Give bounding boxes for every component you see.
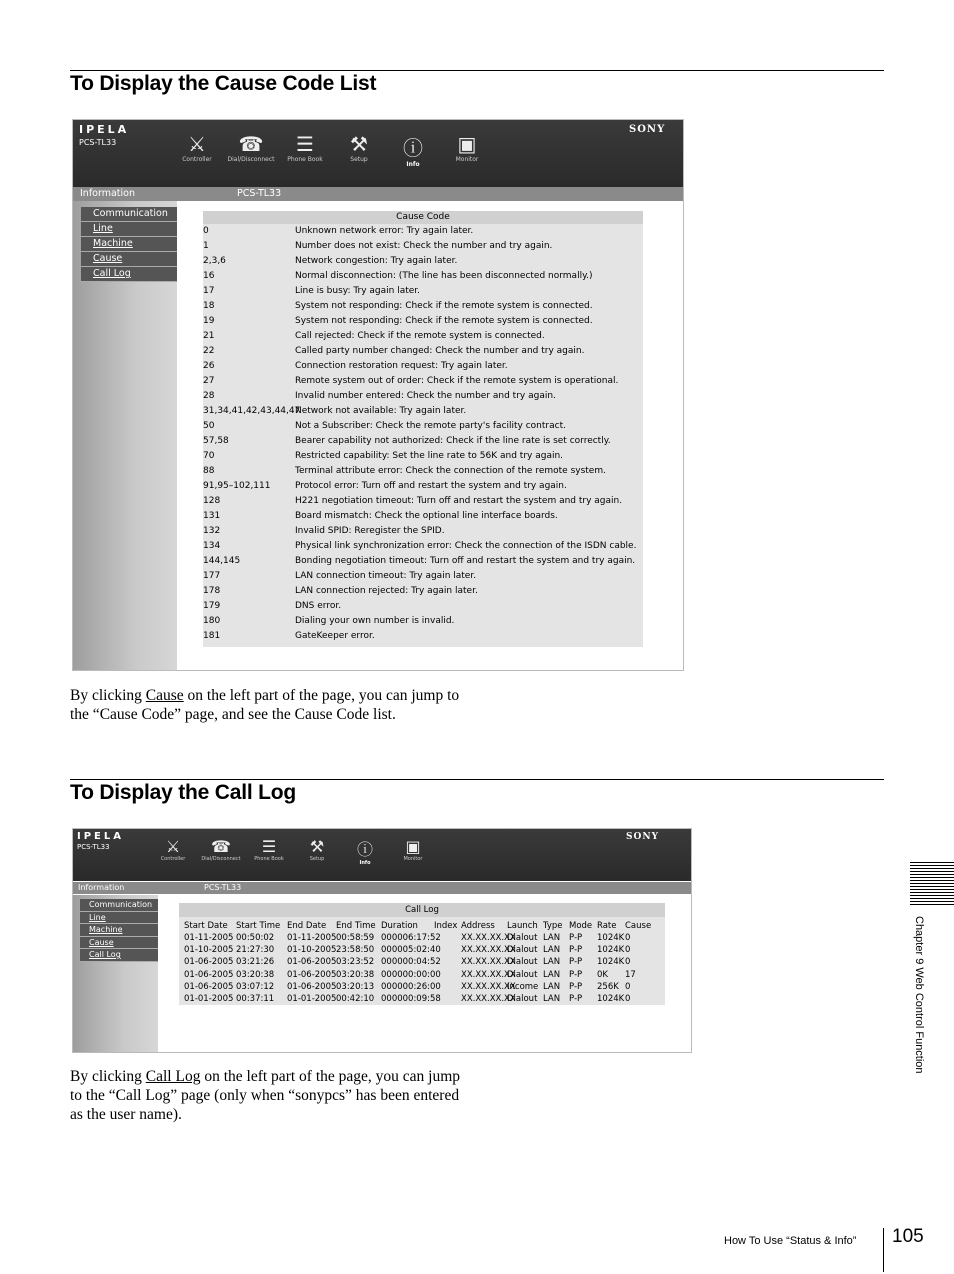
cause-code-row <box>203 614 643 629</box>
call-log-cell: P-P <box>569 969 583 980</box>
cause-code-description: Connection restoration request: Try again later. <box>295 361 508 371</box>
cause-code-description: Physical link synchronization error: Check the connection of the ISDN cable. <box>295 541 637 551</box>
phonebook-icon: ☰ <box>296 132 314 156</box>
section-title-cause-code: To Display the Cause Code List <box>70 72 377 95</box>
call-log-row <box>179 970 665 982</box>
cause-code-description: Normal disconnection: (The line has been disconnected normally.) <box>295 271 593 281</box>
call-log-header: Cause <box>625 921 652 931</box>
call-log-header: Start Date <box>184 921 228 931</box>
cause-code-value: 17 <box>203 286 215 296</box>
call-log-row <box>179 945 665 957</box>
call-log-cell: 00:58:59 <box>336 933 375 943</box>
cause-code-description: Bonding negotiation timeout: Turn off and restart the system and try again. <box>295 556 636 566</box>
cause-code-row <box>203 239 643 254</box>
call-log-cell: XX.XX.XX.XX <box>461 957 516 968</box>
cause-code-description: Number does not exist: Check the number and try again. <box>295 241 553 251</box>
info-bar <box>73 882 691 894</box>
call-log-cell: P-P <box>569 945 583 956</box>
cause-code-row <box>203 419 643 434</box>
cause-code-row <box>203 284 643 299</box>
cause-code-description: Dialing your own number is invalid. <box>295 616 455 626</box>
page-number: 105 <box>892 1226 924 1247</box>
call-log-cell: Dialout <box>507 969 538 980</box>
nav-label: Controller <box>182 156 212 163</box>
phonebook-icon: ☰ <box>261 837 277 856</box>
call-log-cell: 17 <box>625 969 636 980</box>
sidebar-link-machine[interactable]: Machine <box>80 924 158 937</box>
sidebar-link-cause[interactable]: Cause <box>80 937 158 950</box>
model-name: PCS-TL33 <box>79 138 117 147</box>
call-log-cell: 01-10-2005 <box>184 945 234 956</box>
cause-code-value: 88 <box>203 466 215 476</box>
setup-icon: ⚒ <box>350 132 368 156</box>
ipela-logo: IPELA <box>79 123 130 136</box>
call-log-cell: 01-06-2005 <box>287 957 337 968</box>
call-log-paragraph <box>70 1067 470 1124</box>
call-log-header: Index <box>434 921 458 931</box>
call-log-cell: 000005:02:40 <box>381 945 441 956</box>
call-log-screenshot <box>72 828 692 1053</box>
call-log-cell: 000000:00:00 <box>381 969 441 980</box>
nav-controller[interactable] <box>170 132 224 163</box>
cause-paragraph <box>70 686 470 724</box>
info-model: PCS-TL33 <box>237 188 282 199</box>
sidebar-link-communication[interactable]: Communication <box>80 899 158 912</box>
call-log-cell: 0K <box>597 969 608 980</box>
nav-label: Phone Book <box>287 156 323 163</box>
sidebar-link-call-log[interactable]: Call Log <box>80 949 158 962</box>
cause-code-description: Unknown network error: Try again later. <box>295 226 474 236</box>
call-log-cell: 0 <box>625 945 631 956</box>
cause-code-value: 181 <box>203 631 221 641</box>
cause-code-row <box>203 254 643 269</box>
call-log-cell: XX.XX.XX.XX <box>461 969 516 980</box>
call-log-cell: 01-06-2005 <box>184 981 234 992</box>
cause-code-value: 178 <box>203 586 221 596</box>
cause-code-description: H221 negotiation timeout: Turn off and restart the system and try again. <box>295 496 623 506</box>
nav-controller[interactable] <box>149 837 197 862</box>
sony-logo: SONY <box>626 832 659 842</box>
section-rule <box>70 779 884 780</box>
nav-dial-disconnect[interactable] <box>197 837 245 862</box>
call-log-cell: 21:27:30 <box>236 945 275 956</box>
call-log-cell: 1024K <box>597 933 625 943</box>
call-log-cell: 01-01-2005 <box>184 994 234 1004</box>
call-log-cell: 01-10-2005 <box>287 945 337 956</box>
call-log-cell: Dialout <box>507 994 538 1004</box>
footer-divider <box>883 1228 884 1272</box>
cause-code-description: Called party number changed: Check the number and try again. <box>295 346 585 356</box>
nav-label: Phone Book <box>254 856 284 862</box>
cause-code-description: Board mismatch: Check the optional line interface boards. <box>295 511 558 521</box>
call-log-cell: XX.XX.XX.XX <box>461 933 516 943</box>
nav-label: Controller <box>160 856 186 862</box>
cause-code-value: 50 <box>203 421 215 431</box>
controller-icon: ⚔ <box>165 837 181 856</box>
call-log-cell: 03:20:38 <box>236 969 275 980</box>
sidebar-link-machine[interactable]: Machine <box>81 237 177 252</box>
nav-label: Monitor <box>455 156 479 163</box>
cause-code-description: Protocol error: Turn off and restart the system and try again. <box>295 481 567 491</box>
call-log-header: Duration <box>381 921 418 931</box>
call-log-cell: 01-06-2005 <box>184 969 234 980</box>
cause-code-value: 144,145 <box>203 556 241 566</box>
call-log-link-text: Call Log <box>145 1068 201 1085</box>
cause-code-value: 16 <box>203 271 215 281</box>
cause-code-screenshot <box>72 119 684 671</box>
section-title-call-log: To Display the Call Log <box>70 781 297 804</box>
para-text: on the left part of the page, you can jump to the “Cause Code” page, and see the Cause Code list. <box>70 687 460 723</box>
footer-section-title: How To Use “Status & Info” <box>724 1235 857 1247</box>
cause-code-value: 128 <box>203 496 221 506</box>
call-log-cell: LAN <box>543 945 561 956</box>
section-rule <box>70 70 884 71</box>
cause-code-description: Invalid number entered: Check the number and try again. <box>295 391 556 401</box>
call-log-cell: 03:23:52 <box>336 957 375 968</box>
cause-code-row <box>203 389 643 404</box>
call-log-cell: Dialout <box>507 945 538 956</box>
call-log-header: Type <box>543 921 563 931</box>
top-bar <box>73 829 691 881</box>
nav-info[interactable] <box>341 837 389 866</box>
chapter-label: Chapter 9 Web Control Function <box>913 916 925 1074</box>
call-log-cell: Dialout <box>507 933 538 943</box>
monitor-icon: ▣ <box>457 132 477 156</box>
monitor-icon: ▣ <box>405 837 421 856</box>
setup-icon: ⚒ <box>309 837 325 856</box>
call-log-cell: XX.XX.XX.XX <box>461 981 516 992</box>
nav-label: Monitor <box>403 856 423 862</box>
call-log-cell: 1024K <box>597 957 625 968</box>
cause-code-row <box>203 299 643 314</box>
call-log-cell: 01-11-2005 <box>184 933 234 943</box>
cause-code-description: LAN connection timeout: Try again later. <box>295 571 477 581</box>
call-log-cell: 01-06-2005 <box>287 969 337 980</box>
phone-icon: ☎ <box>211 837 231 856</box>
call-log-header: End Time <box>336 921 376 931</box>
call-log-header: Mode <box>569 921 593 931</box>
call-log-cell: 03:21:26 <box>236 957 275 968</box>
cause-code-row <box>203 584 643 599</box>
cause-link-text: Cause <box>145 687 184 704</box>
call-log-row <box>179 994 665 1006</box>
cause-code-description: Not a Subscriber: Check the remote party's facility contract. <box>295 421 566 431</box>
cause-code-row <box>203 554 643 569</box>
cause-code-description: Bearer capability not authorized: Check if the line rate is set correctly. <box>295 436 611 446</box>
cause-code-description: Invalid SPID: Reregister the SPID. <box>295 526 445 536</box>
cause-code-value: 179 <box>203 601 221 611</box>
info-model: PCS-TL33 <box>204 883 242 892</box>
sidebar <box>73 895 158 1052</box>
call-log-cell: 01-06-2005 <box>287 981 337 992</box>
cause-code-row <box>203 569 643 584</box>
call-log-cell: 00:37:11 <box>236 994 275 1004</box>
call-log-cell: LAN <box>543 957 561 968</box>
cause-code-row <box>203 539 643 554</box>
call-log-cell: 000006:17:52 <box>381 933 441 943</box>
call-log-row <box>179 982 665 994</box>
call-log-cell: Dialout <box>507 957 538 968</box>
para-text: By clicking <box>70 1068 146 1085</box>
info-bar <box>73 187 683 201</box>
cause-code-value: 22 <box>203 346 215 356</box>
call-log-row <box>179 933 665 945</box>
cause-code-table <box>203 211 643 647</box>
call-log-header: Rate <box>597 921 617 931</box>
call-log-cell: 03:20:13 <box>336 981 375 992</box>
cause-code-description: Restricted capability: Set the line rate to 56K and try again. <box>295 451 564 461</box>
call-log-cell: 0 <box>625 981 631 992</box>
cause-code-value: 19 <box>203 316 215 326</box>
call-log-cell: LAN <box>543 933 561 943</box>
sidebar-link-call-log[interactable]: Call Log <box>81 267 177 282</box>
para-text: on the left part of the page, you can jump to the “Call Log” page (only when “sonypcs” has been entered as the user name). <box>70 1068 461 1123</box>
sidebar <box>73 201 177 670</box>
cause-code-description: DNS error. <box>295 601 342 611</box>
cause-code-row <box>203 524 643 539</box>
nav-monitor[interactable] <box>389 837 437 862</box>
nav-label: Setup <box>309 856 325 862</box>
cause-code-value: 91,95–102,111 <box>203 481 271 491</box>
call-log-cell: 00:42:10 <box>336 994 375 1004</box>
cause-code-description: Line is busy: Try again later. <box>295 286 421 296</box>
cause-code-value: 0 <box>203 226 209 236</box>
nav-setup[interactable] <box>293 837 341 862</box>
call-log-cell: P-P <box>569 957 583 968</box>
controller-icon: ⚔ <box>188 132 206 156</box>
nav-monitor[interactable] <box>440 132 494 163</box>
cause-code-description: Network not available: Try again later. <box>295 406 467 416</box>
call-log-cell: P-P <box>569 981 583 992</box>
cause-code-row <box>203 494 643 509</box>
sidebar-link-line[interactable]: Line <box>81 222 177 237</box>
call-log-cell: 00:50:02 <box>236 933 275 943</box>
call-log-cell: LAN <box>543 969 561 980</box>
nav-label: Info <box>359 860 371 866</box>
nav-dial-disconnect[interactable] <box>224 132 278 163</box>
cause-code-value: 134 <box>203 541 221 551</box>
call-log-cell: XX.XX.XX.XX <box>461 994 516 1004</box>
call-log-cell: 000000:26:00 <box>381 981 441 992</box>
cause-code-row <box>203 269 643 284</box>
para-text: By clicking <box>70 687 146 704</box>
call-log-cell: 01-06-2005 <box>184 957 234 968</box>
call-log-cell: 1024K <box>597 994 625 1004</box>
call-log-header: Address <box>461 921 495 931</box>
cause-code-description: GateKeeper error. <box>295 631 375 641</box>
call-log-cell: P-P <box>569 994 583 1004</box>
call-log-header: Launch <box>507 921 538 931</box>
sidebar-link-communication[interactable]: Communication <box>81 207 177 222</box>
call-log-cell: 000000:04:52 <box>381 957 441 968</box>
call-log-cell: 01-01-2005 <box>287 994 337 1004</box>
cause-code-value: 18 <box>203 301 215 311</box>
cause-code-value: 28 <box>203 391 215 401</box>
call-log-title: Call Log <box>179 903 665 917</box>
sony-logo: SONY <box>629 124 666 135</box>
phone-icon: ☎ <box>238 132 264 156</box>
cause-code-value: 177 <box>203 571 221 581</box>
top-bar <box>73 120 683 187</box>
info-label: Information <box>78 883 125 892</box>
cause-code-description: Call rejected: Check if the remote system is connected. <box>295 331 545 341</box>
cause-code-description: System not responding: Check if the remote system is connected. <box>295 301 593 311</box>
cause-code-value: 1 <box>203 241 209 251</box>
call-log-cell: Income <box>507 981 539 992</box>
cause-code-value: 26 <box>203 361 215 371</box>
cause-code-row <box>203 509 643 524</box>
cause-code-row <box>203 449 643 464</box>
cause-code-row <box>203 314 643 329</box>
cause-code-value: 21 <box>203 331 215 341</box>
sidebar-link-cause[interactable]: Cause <box>81 252 177 267</box>
cause-code-description: LAN connection rejected: Try again later. <box>295 586 478 596</box>
info-icon: ⓘ <box>403 136 423 160</box>
nav-label: Dial/Disconnect <box>201 856 241 862</box>
nav-label: Info <box>406 161 420 168</box>
call-log-header: Start Time <box>236 921 281 931</box>
cause-code-row <box>203 479 643 494</box>
cause-code-value: 70 <box>203 451 215 461</box>
call-log-cell: 23:58:50 <box>336 945 375 956</box>
cause-code-description: Remote system out of order: Check if the remote system is operational. <box>295 376 619 386</box>
cause-code-row <box>203 329 643 344</box>
call-log-cell: 0 <box>625 933 631 943</box>
chapter-thumb-tab <box>910 862 954 906</box>
cause-code-row <box>203 629 643 644</box>
call-log-cell: 256K <box>597 981 619 992</box>
info-label: Information <box>80 188 135 199</box>
nav-label: Setup <box>350 156 368 163</box>
cause-code-row <box>203 599 643 614</box>
cause-code-title: Cause Code <box>203 211 643 224</box>
cause-code-description: Terminal attribute error: Check the connection of the remote system. <box>295 466 606 476</box>
cause-code-row <box>203 464 643 479</box>
cause-code-row <box>203 434 643 449</box>
cause-code-row <box>203 404 643 419</box>
nav-label: Dial/Disconnect <box>227 156 275 163</box>
nav-setup[interactable] <box>332 132 386 163</box>
cause-code-row <box>203 359 643 374</box>
nav-info[interactable] <box>386 132 440 168</box>
cause-code-description: Network congestion: Try again later. <box>295 256 458 266</box>
call-log-header: End Date <box>287 921 327 931</box>
info-icon: ⓘ <box>356 840 373 859</box>
cause-code-row <box>203 374 643 389</box>
call-log-cell: 000000:09:58 <box>381 994 441 1004</box>
sidebar-link-line[interactable]: Line <box>80 912 158 925</box>
call-log-cell: 1024K <box>597 945 625 956</box>
call-log-cell: 0 <box>625 957 631 968</box>
cause-code-value: 132 <box>203 526 221 536</box>
call-log-cell: 03:07:12 <box>236 981 275 992</box>
call-log-cell: P-P <box>569 933 583 943</box>
nav-phone-book[interactable] <box>245 837 293 862</box>
cause-code-value: 2,3,6 <box>203 256 226 266</box>
call-log-cell: 01-11-2005 <box>287 933 337 943</box>
ipela-logo: IPELA <box>77 831 124 842</box>
call-log-cell: 0 <box>625 994 631 1004</box>
call-log-cell: LAN <box>543 994 561 1004</box>
cause-code-value: 131 <box>203 511 221 521</box>
cause-code-row <box>203 344 643 359</box>
call-log-row <box>179 957 665 969</box>
call-log-cell: XX.XX.XX.XX <box>461 945 516 956</box>
call-log-cell: LAN <box>543 981 561 992</box>
cause-code-value: 31,34,41,42,43,44,47 <box>203 406 301 416</box>
call-log-table <box>179 903 665 1005</box>
nav-phone-book[interactable] <box>278 132 332 163</box>
cause-code-description: System not responding: Check if the remote system is connected. <box>295 316 593 326</box>
cause-code-value: 57,58 <box>203 436 229 446</box>
model-name: PCS-TL33 <box>77 843 110 851</box>
cause-code-row <box>203 224 643 239</box>
cause-code-value: 27 <box>203 376 215 386</box>
cause-code-value: 180 <box>203 616 221 626</box>
call-log-cell: 03:20:38 <box>336 969 375 980</box>
